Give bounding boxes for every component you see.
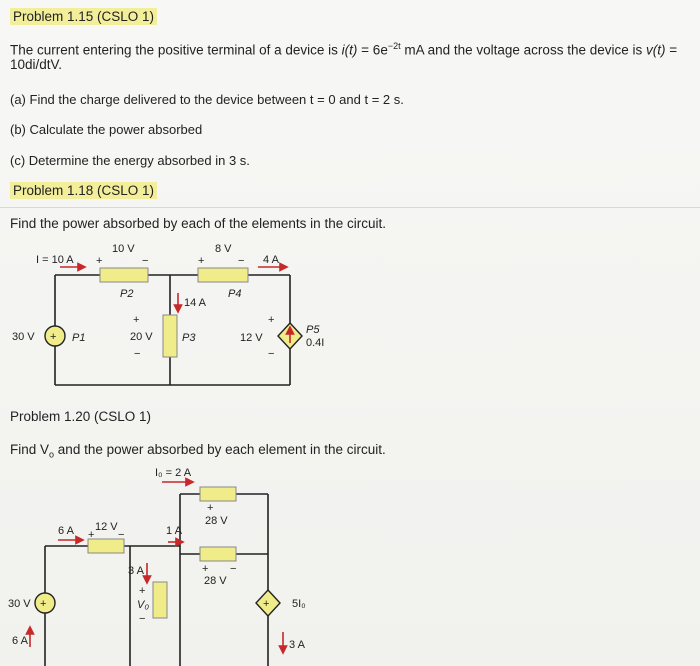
problem-1-15-statement: The current entering the positive terminal of a device is $i(t) = 6e^{-2t}$ mA and the voltage across the device is v(t) = xyxy=(10,41,678,58)
minus-sign: − xyxy=(238,255,245,267)
element-28v-mid xyxy=(200,547,236,561)
label-28v-mid: 28 V xyxy=(204,575,227,587)
plus-sign: + xyxy=(207,502,214,514)
plus-sign: + xyxy=(96,255,103,267)
minus-sign: − xyxy=(268,348,275,360)
label-28v-top: 28 V xyxy=(205,515,228,527)
label-12v: 12 V xyxy=(240,332,263,344)
minus-sign: − xyxy=(142,255,149,267)
divider xyxy=(0,207,700,208)
circuit-1-18 xyxy=(0,235,700,405)
element-12v xyxy=(88,539,124,553)
label-p1: P1 xyxy=(72,332,86,344)
label-30v: 30 V xyxy=(12,331,35,343)
label-3a: 3 A xyxy=(128,565,144,577)
label-vo: V₀ xyxy=(137,599,149,611)
label-10v: 10 V xyxy=(112,243,135,255)
label-p4: P4 xyxy=(228,288,242,300)
svg-text:+: + xyxy=(40,598,47,610)
problem-1-20-title: Problem 1.20 (CSLO 1) xyxy=(10,409,152,424)
element-p2 xyxy=(100,268,148,282)
label-30v: 30 V xyxy=(8,598,31,610)
problem-1-15-title: Problem 1.15 (CSLO 1) xyxy=(10,8,157,26)
label-p2: P2 xyxy=(120,288,134,300)
element-28v-top xyxy=(200,487,236,501)
element-vo xyxy=(153,582,167,618)
minus-sign: − xyxy=(230,563,237,575)
label-i10: I = 10 A xyxy=(36,254,74,266)
element-p3 xyxy=(163,315,177,357)
question-b: (b) Calculate the power absorbed xyxy=(10,122,203,137)
minus-sign: − xyxy=(139,613,146,625)
minus-sign: − xyxy=(134,348,141,360)
label-8v: 8 V xyxy=(215,243,232,255)
plus-sign: + xyxy=(198,255,205,267)
label-12v: 12 V xyxy=(95,521,118,533)
label-5io: 5I₀ xyxy=(292,598,306,610)
plus-sign: + xyxy=(268,314,275,326)
plus-sign: + xyxy=(133,314,140,326)
plus-sign: + xyxy=(202,563,209,575)
question-c: (c) Determine the energy absorbed in 3 s. xyxy=(10,153,250,168)
plus-sign: + xyxy=(88,529,95,541)
label-6a-bottom: 6 A xyxy=(12,635,28,647)
label-4a: 4 A xyxy=(263,254,279,266)
circuit-1-20 xyxy=(0,462,700,666)
label-3a-bottom: 3 A xyxy=(289,639,305,651)
label-14a: 14 A xyxy=(184,297,207,309)
label-6a: 6 A xyxy=(58,525,74,537)
label-io: I₀ = 2 A xyxy=(155,467,192,479)
plus-sign: + xyxy=(139,585,146,597)
question-a: (a) Find the charge delivered to the device between t = 0 and t = 2 s. xyxy=(10,92,404,107)
label-dep-04i: 0.4I xyxy=(306,337,325,349)
problem-1-18-prompt: Find the power absorbed by each of the elements in the circuit. xyxy=(10,216,386,231)
minus-sign: − xyxy=(118,529,125,541)
label-1a: 1 A xyxy=(166,525,182,537)
problem-1-18-title: Problem 1.18 (CSLO 1) xyxy=(10,182,157,200)
svg-text:+: + xyxy=(263,598,270,610)
svg-text:+: + xyxy=(50,331,57,343)
element-p4 xyxy=(198,268,248,282)
label-p3: P3 xyxy=(182,332,196,344)
label-p5: P5 xyxy=(306,324,320,336)
problem-1-20-prompt: Find $V_o$ and the power absorbed by each element in the circuit. xyxy=(10,442,386,460)
label-20v: 20 V xyxy=(130,331,153,343)
problem-1-15-statement-cont: 10di/dtV. xyxy=(10,57,63,72)
